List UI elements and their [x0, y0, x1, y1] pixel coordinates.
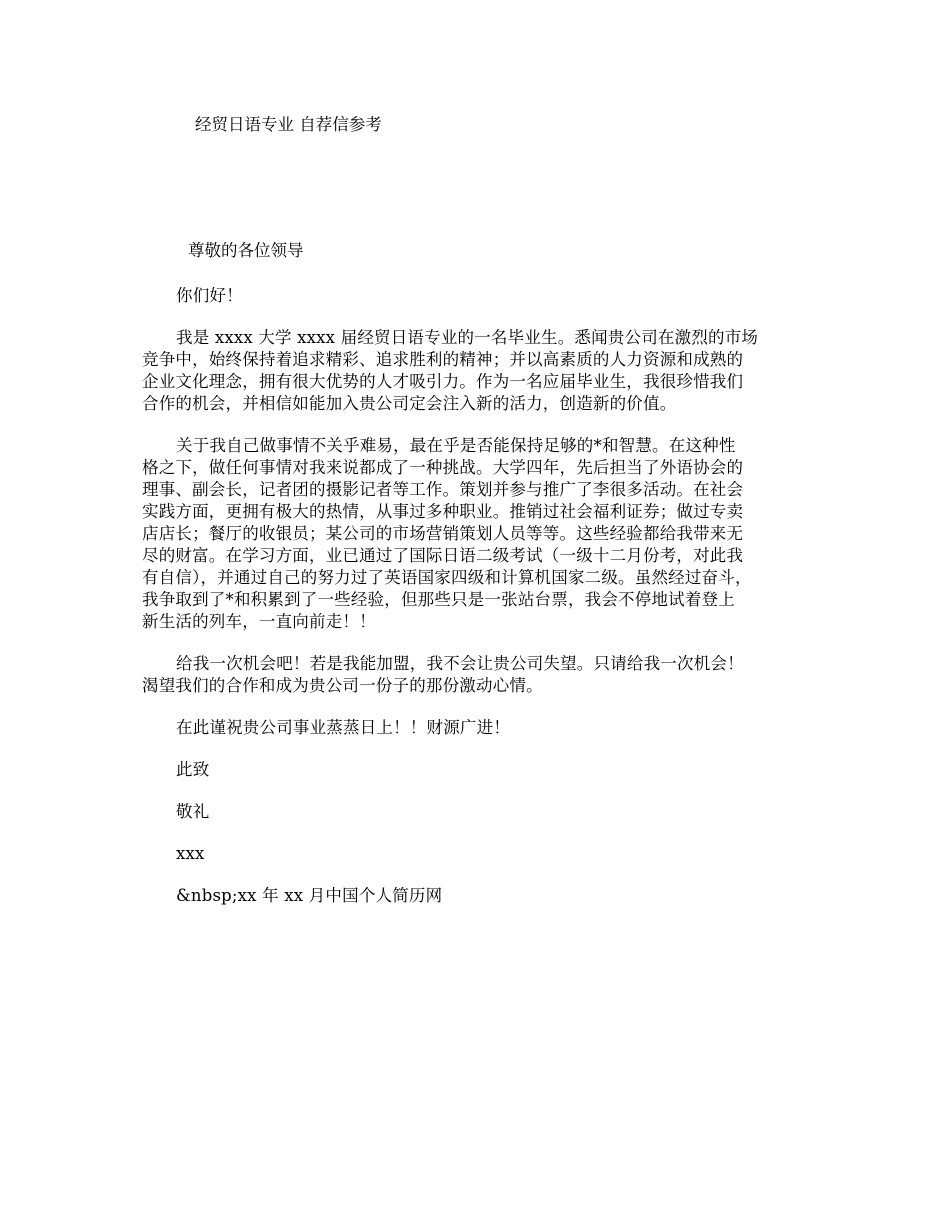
- document-title: 经贸日语专业 自荐信参考: [195, 115, 382, 134]
- paragraph-line: 给我一次机会吧！若是我能加盟，我不会让贵公司失望。只请给我一次机会！: [176, 654, 744, 673]
- wishes: 在此谨祝贵公司事业蒸蒸日上！！财源广进！: [176, 718, 510, 737]
- paragraph-introduction: [142, 327, 822, 415]
- paragraph-line: 新生活的列车，一直向前走！！: [142, 612, 376, 631]
- paragraph-line: 实践方面，更拥有极大的热情，从事过多种职业。推销过社会福利证券；做过专卖: [142, 502, 744, 521]
- paragraph-line: 合作的机会，并相信如能加入贵公司定会注入新的活力，创造新的价值。: [142, 394, 677, 413]
- paragraph-line: 有自信），并通过自己的努力过了英语国家四级和计算机国家二级。虽然经过奋斗，: [142, 568, 752, 587]
- paragraph-line: 渴望我们的合作和成为贵公司一份子的那份激动心情。: [142, 676, 543, 695]
- salutation: 尊敬的各位领导: [188, 241, 304, 260]
- paragraph-line: 尽的财富。在学习方面，业已通过了国际日语二级考试（一级十二月份考，对此我: [142, 546, 744, 565]
- paragraph-line: 我是 xxxx 大学 xxxx 届经贸日语专业的一名毕业生。悉闻贵公司在激烈的市场: [176, 328, 759, 347]
- paragraph-experience: [142, 435, 822, 633]
- closing-line-1: 此致: [176, 760, 210, 779]
- paragraph-line: 关于我自己做事情不关乎难易，最在乎是否能保持足够的*和智慧。在这种性: [176, 436, 736, 455]
- paragraph-line: 格之下，做任何事情对我来说都成了一种挑战。大学四年，先后担当了外语协会的: [142, 458, 744, 477]
- greeting: 你们好！: [176, 286, 243, 305]
- paragraph-request: [142, 653, 822, 697]
- paragraph-line: 理事、副会长，记者团的摄影记者等工作。策划并参与推广了李很多活动。在社会: [142, 480, 744, 499]
- paragraph-line: 竞争中，始终保持着追求精彩、追求胜利的精神；并以高素质的人力资源和成熟的: [142, 350, 744, 369]
- date-line: &nbsp;xx 年 xx 月中国个人简历网: [176, 886, 443, 905]
- paragraph-line: 企业文化理念，拥有很大优势的人才吸引力。作为一名应届毕业生，我很珍惜我们: [142, 372, 744, 391]
- paragraph-line: 我争取到了*和积累到了一些经验，但那些只是一张站台票，我会不停地试着登上: [142, 590, 735, 609]
- letter-body: [142, 285, 822, 907]
- paragraph-line: 店店长；餐厅的收银员；某公司的市场营销策划人员等等。这些经验都给我带来无: [142, 524, 744, 543]
- closing-line-2: 敬礼: [176, 802, 210, 821]
- signature: xxx: [176, 844, 205, 863]
